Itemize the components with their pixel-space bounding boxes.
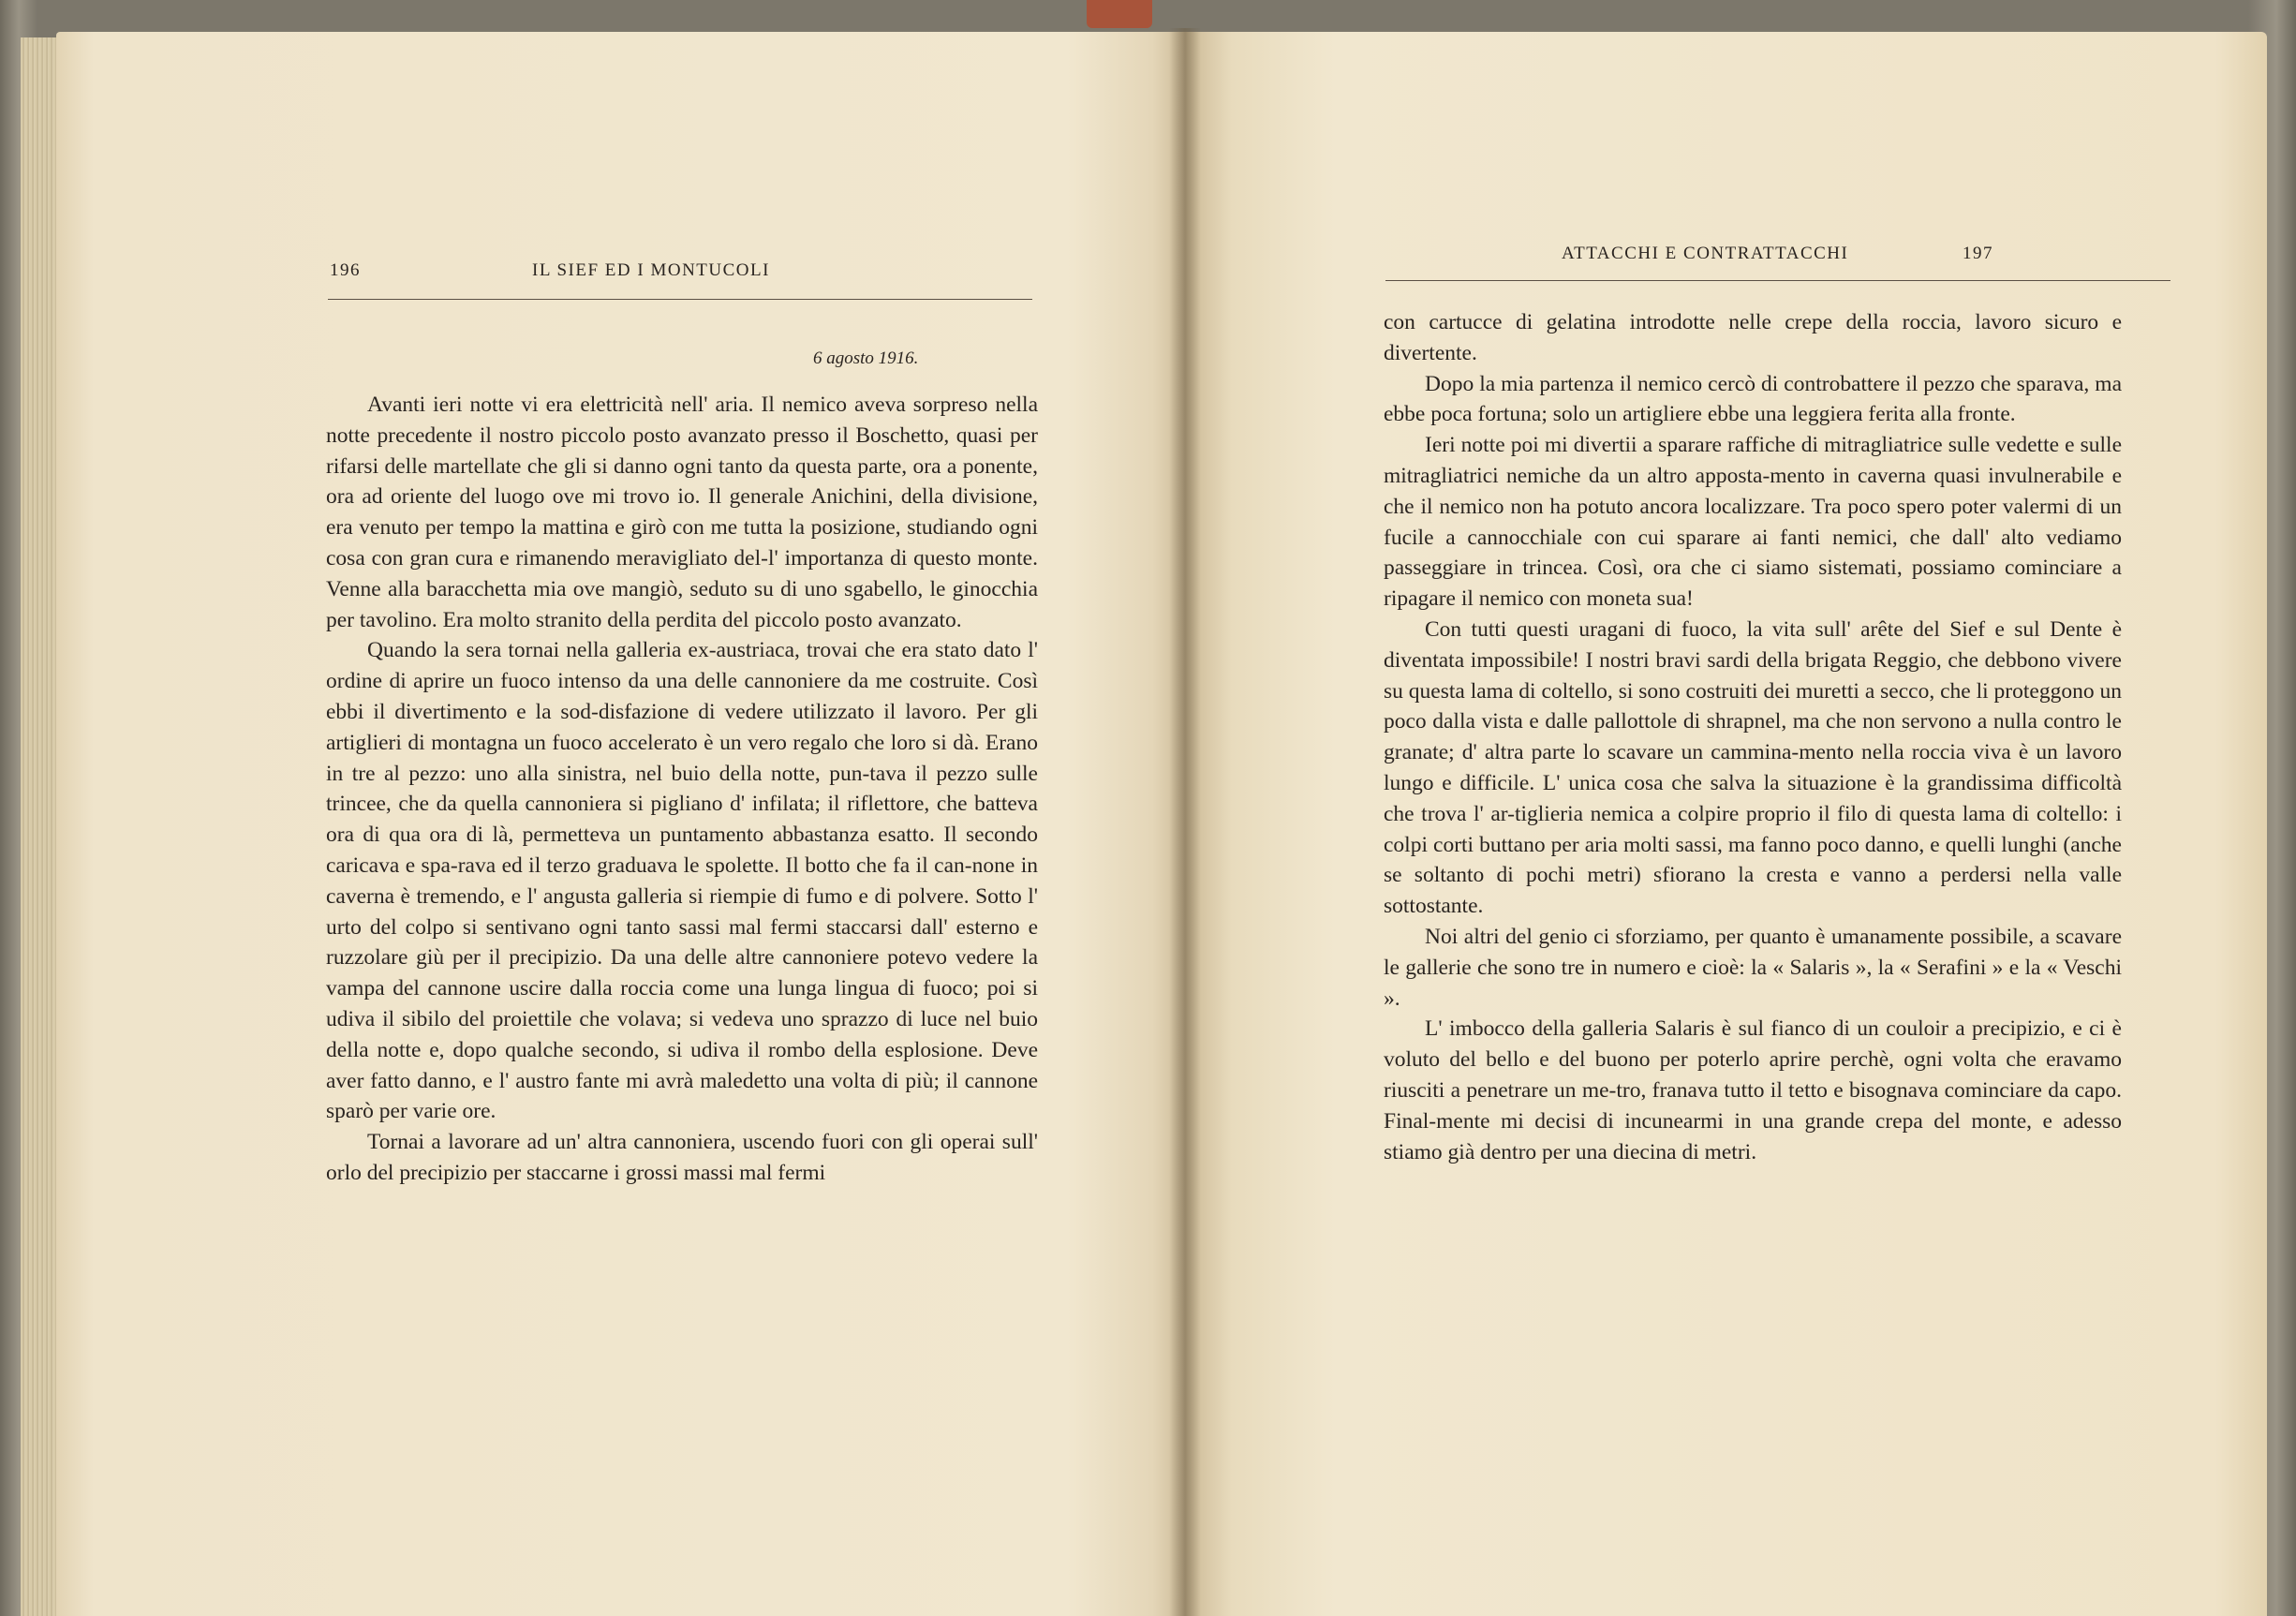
paragraph: Dopo la mia partenza il nemico cercò di controbattere il pezzo che sparava, ma ebbe poca fortuna; solo un artigliere ebbe una leggiera ferita alla fronte.: [1384, 371, 2122, 427]
left-header-rule: [328, 299, 1032, 300]
left-running-title: IL SIEF ED I MONTUCOLI: [532, 260, 770, 280]
book-gutter: [1169, 28, 1201, 1616]
dateline: 6 agosto 1916.: [813, 348, 919, 368]
paragraph: Con tutti questi uragani di fuoco, la vita sull' arête del Sief e sul Dente è diventata impossibile! I nostri bravi sardi della brigata Reggio, che debbono vivere su questa lama di coltello, si sono costruiti dei muretti a secco, che li proteggono un poco dalla vista e dalle pallottole di shrapnel, ma che non servono a nulla contro le granate; d' altra parte lo scavare un cammina-mento nella roccia viva è un lavoro lungo e difficile. L' unica cosa che salva la situazione è la grandissima difficoltà che trova l' ar-tiglieria nemica a colpire proprio il filo di questa lama di coltello: i colpi corti buttano per aria molti sassi, ma fanno poco danno, e quelli lunghi (anche se soltanto di pochi metri) sfiorano la cresta e vanno a perdersi nella valle sottostante.: [1384, 616, 2122, 919]
right-page: [1185, 32, 2267, 1616]
right-body-text: [1384, 307, 2122, 1167]
right-header-rule: [1385, 280, 2170, 281]
paragraph: Ieri notte poi mi divertii a sparare raffiche di mitragliatrice sulle vedette e sulle mitragliatrici nemiche da un altro apposta-mento in caverna quasi invulnerabile e che il nemico non ha potuto ancora localizzare. Tra poco spero poter valermi di un fucile a cannocchiale con cui sparare ai fanti nemici, che dall' alto vediamo passeggiare in trincea. Così, ora che ci siamo sistemati, possiamo cominciare a ripagare il nemico con moneta sua!: [1384, 433, 2122, 612]
paragraph: Noi altri del genio ci sforziamo, per quanto è umanamente possibile, a scavare le gallerie che sono tre in numero e cioè: la « Salaris », la « Serafini » e la « Veschi ».: [1384, 924, 2122, 1011]
continuation-paragraph: con cartucce di gelatina introdotte nelle crepe della roccia, lavoro sicuro e divertente.: [1384, 310, 2122, 365]
paragraph: Tornai a lavorare ad un' altra cannoniera, uscendo fuori con gli operai sull' orlo del precipizio per staccarne i grossi massi mal fermi: [326, 1130, 1038, 1185]
left-body-text: [326, 390, 1038, 1189]
paragraph: L' imbocco della galleria Salaris è sul fianco di un couloir a precipizio, e ci è voluto del bello e del buono per poterlo aprire perchè, ogni volta che eravamo riusciti a penetrare un me-tro, franava tutto il tetto e bisognava cominciare da capo. Final-mente mi decisi di incunearmi in una grande crepa del monte, e adesso stiamo già dentro per una diecina di metri.: [1384, 1016, 2122, 1164]
right-page-number: 197: [1963, 244, 1993, 263]
page-edges: [21, 37, 58, 1616]
left-page-number: 196: [330, 260, 361, 280]
paragraph: Quando la sera tornai nella galleria ex-austriaca, trovai che era stato dato l' ordine di aprire un fuoco intenso da una delle cannoniere da me costruite. Così ebbi il divertimento e la sod-disfazione di vedere utilizzato il lavoro. Per gli artiglieri di montagna un fuoco accelerato è un vero regalo che loro si dà. Erano in tre al pezzo: uno alla sinistra, nel buio della notte, pun-tava il pezzo sulle trincee, che da quella cannoniera si pigliano d' infilata; il riflettore, che batteva ora di qua ora di là, permetteva un puntamento abbastanza esatto. Il secondo caricava e spa-rava ed il terzo graduava le spolette. Il botto che fa il can-none in caverna è tremendo, e l' angusta galleria si riempie di fumo e di polvere. Sotto l' urto del colpo si sentivano ogni tanto sassi mal fermi staccarsi dall' esterno e ruzzolare giù per il precipizio. Da una delle altre cannoniere potevo vedere la vampa del cannone uscire dalla roccia come una lunga lingua di fuoco; poi si udiva il sibilo del proiettile che volava; si vedeva uno sprazzo di luce nel buio della notte e, dopo qualche secondo, si udiva il rombo della esplosione. Deve aver fatto danno, e l' austro fante mi avrà maledetto una volta di più; il cannone sparò per varie ore.: [326, 638, 1038, 1124]
paragraph: Avanti ieri notte vi era elettricità nell' aria. Il nemico aveva sorpreso nella notte precedente il nostro piccolo posto avanzato presso il Boschetto, quasi per rifarsi delle martellate che gli si danno ogni tanto da questa parte, ora a ponente, ora ad oriente del luogo ove mi trovo io. Il generale Anichini, della divisione, era venuto per tempo la mattina e girò con me tutta la posizione, studiando ogni cosa con gran cura e rimanendo meravigliato del-l' importanza di questo monte. Venne alla baracchetta mia ove mangiò, seduto su di uno sgabello, le ginocchia per tavolino. Era molto stranito della perdita del piccolo posto avanzato.: [326, 393, 1038, 632]
right-running-title: ATTACCHI E CONTRATTACCHI: [1562, 244, 1849, 263]
left-page: [56, 32, 1185, 1616]
book-binding: [1087, 0, 1152, 28]
